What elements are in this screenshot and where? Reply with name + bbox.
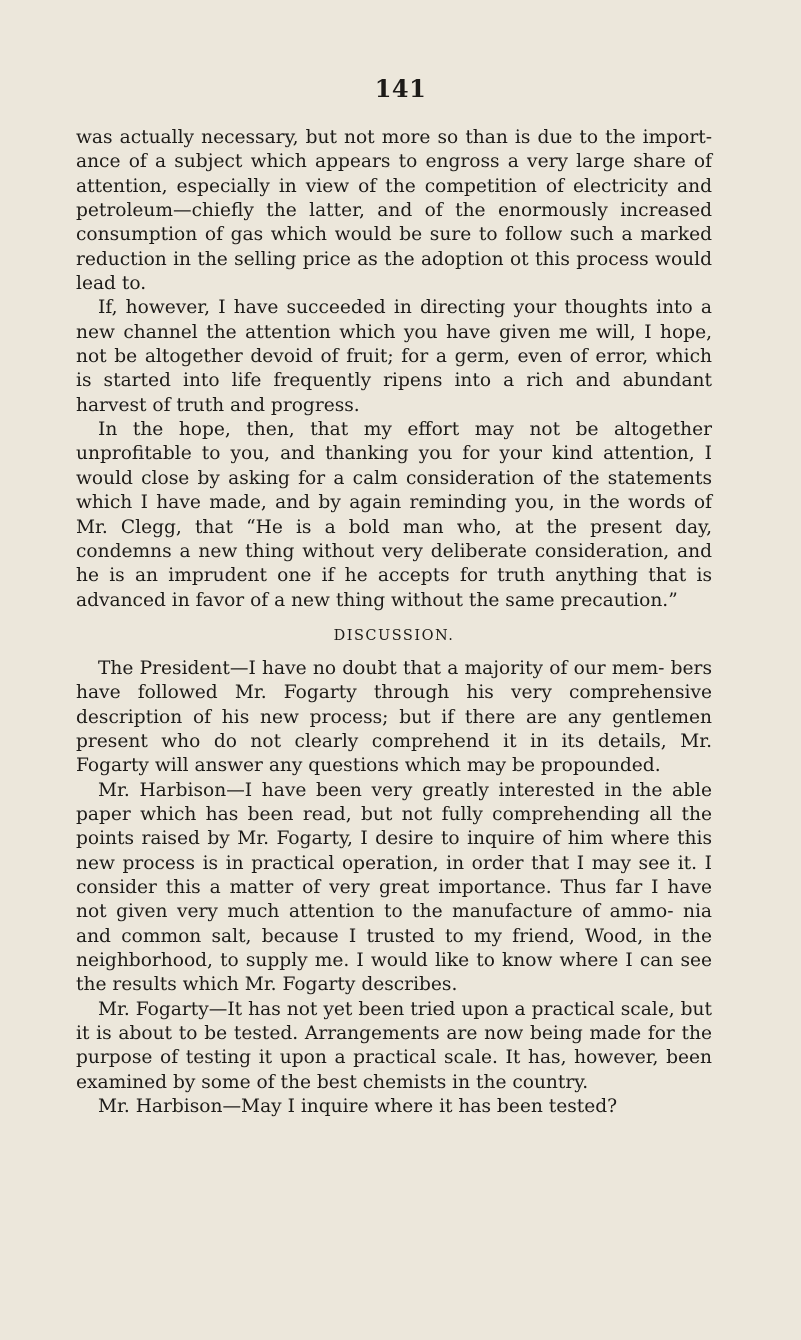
paragraph: Mr. Harbison—I have been very greatly interested in the able paper which has been read, but not fully comprehending all the points raised by Mr. Fogarty, I desire to inquire of him where this new process is in practical operation, in order that I may see it. I consider this a matter of very great importance. Thus far I have not given very much attention to the manufacture of ammo- nia and common salt, because I trusted to my friend, Wood, in the neighborhood, to supply me. I would like to know where I can see the results which Mr. Fogarty describes. xyxy=(76,779,712,996)
paragraph: The President—I have no doubt that a majority of our mem- bers have followed Mr. Fogarty through his very comprehensive description of his new process; but if there are any gentlemen present who do not clearly comprehend it in its details, Mr. Fogarty will answer any questions which may be propounded. xyxy=(76,657,712,777)
section-heading-discussion: DISCUSSION. xyxy=(333,627,455,644)
paragraph: In the hope, then, that my effort may not be altogether unprofitable to you, and thanking you for your kind attention, I would close by asking for a calm consideration of the statements which I have made, and by again reminding you, in the words of Mr. Clegg, that “He is a bold man who, at the present day, condemns a new thing without very deliberate consideration, and he is an imprudent one if he accepts for truth anything that is advanced in favor of a new thing without the same precaution.” xyxy=(76,419,712,611)
page-number: 141 xyxy=(374,74,427,103)
body-text xyxy=(76,126,712,1119)
paragraph: Mr. Harbison—May I inquire where it has been tested? xyxy=(98,1096,618,1118)
paragraph-continuation: was actually necessary, but not more so than is due to the import- ance of a subject which appears to engross a very large share of attention, especially in view of the competition of electricity and petroleum—chiefly the latter, and of the enormously increased consumption of gas which would be sure to follow such a marked reduction in the selling price as the adoption ot this process would lead to. xyxy=(76,127,712,295)
paragraph: Mr. Fogarty—It has not yet been tried upon a practical scale, but it is about to be tested. Arrangements are now being made for the purpose of testing it upon a practical scale. It has, however, been examined by some of the best chemists in the country. xyxy=(76,998,712,1093)
paragraph: If, however, I have succeeded in directing your thoughts into a new channel the attention which you have given me will, I hope, not be altogether devoid of fruit; for a germ, even of error, which is started into life frequently ripens into a rich and abundant harvest of truth and progress. xyxy=(76,297,712,416)
